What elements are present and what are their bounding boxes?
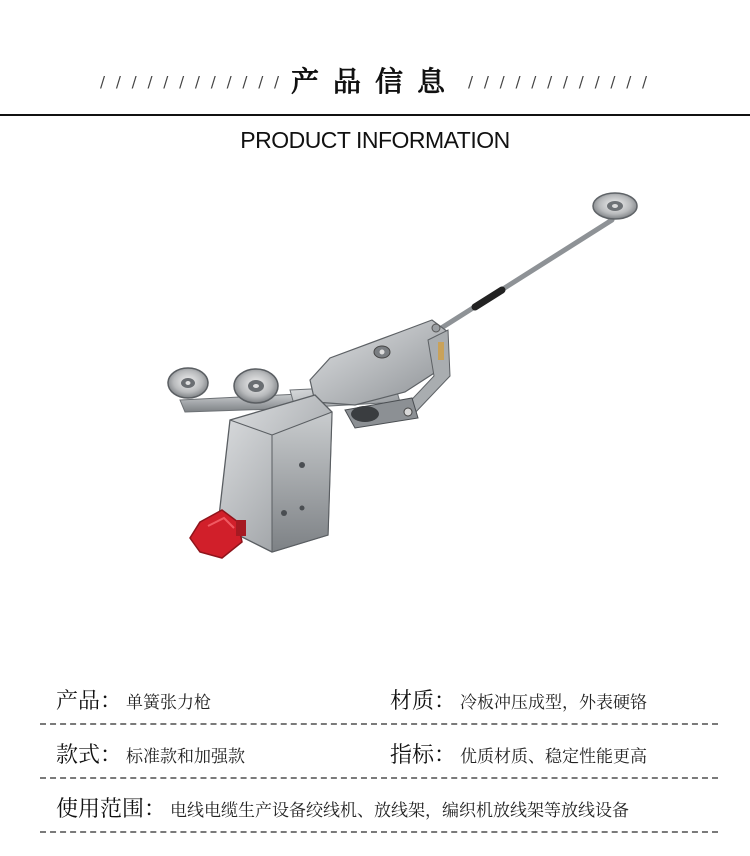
pulley-wheel-top [593,193,637,219]
decor-slashes-left: / / / / / / / / / / / / [100,73,283,91]
info-label: 材质： [390,689,457,714]
section-header [0,0,750,160]
info-label: 款式： [56,743,123,768]
pulley-wheel-middle [234,369,278,403]
info-row [40,780,718,833]
info-style [56,738,245,769]
tension-rod [435,210,620,332]
decor-slashes-right: / / / / / / / / / / / / [468,73,651,91]
dashed-divider [40,831,718,833]
info-value: 单簧张力枪 [126,693,212,713]
section-subtitle: PRODUCT INFORMATION [240,127,510,153]
info-usage [56,792,629,823]
section-title: 产品信息 [290,65,459,98]
info-value: 电线电缆生产设备绞线机、放线架，编织机放线架等放线设备 [170,801,630,821]
info-label: 产品： [56,689,123,714]
info-spec [390,738,647,769]
info-label: 指标： [390,743,457,768]
info-material [390,684,647,715]
product-info-table [0,672,750,856]
dashed-divider [40,777,718,779]
product-image [150,180,650,580]
header-divider [0,114,750,116]
info-label: 使用范围： [56,797,167,822]
info-value: 标准款和加强款 [126,747,246,767]
pulley-wheel-left [168,368,208,398]
info-product [56,684,211,715]
dashed-divider [40,723,718,725]
info-value: 优质材质、稳定性能更高 [460,747,648,767]
info-value: 冷板冲压成型，外表硬铬 [460,693,648,713]
info-row [40,726,718,779]
info-row [40,672,718,725]
